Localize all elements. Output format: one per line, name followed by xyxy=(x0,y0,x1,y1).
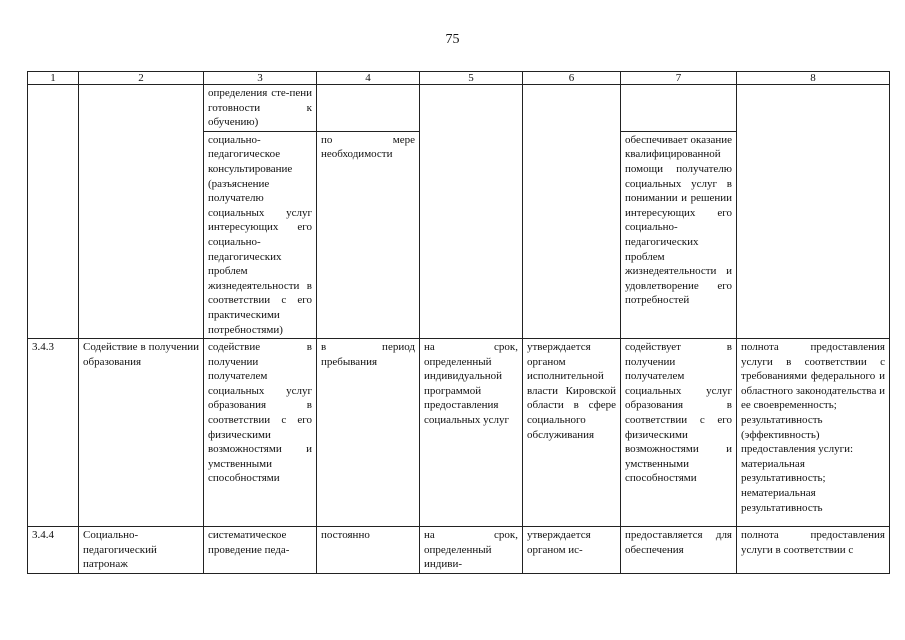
col-header-1: 1 xyxy=(28,72,79,85)
services-table xyxy=(27,71,890,574)
cell-col6: утверждается органом ис- xyxy=(523,527,621,574)
quality-completeness: полнота предоставления услуги в соответствии с требованиями федерального и областного законодательства и ее своевременность; xyxy=(741,341,885,412)
quality-nonmaterial: нематериальная результативность xyxy=(741,487,823,514)
quality-effectiveness: результативность (эффективность) предоставления услуги: xyxy=(741,414,854,456)
quality-material: материальная результативность; xyxy=(741,457,826,485)
cell-col3: содействие в получении получателем социальных услуг образования в соответствии с его физическими возможностями и умственными способностями xyxy=(204,339,317,527)
cell-empty xyxy=(523,85,621,339)
cell-col7: предоставляется для обеспечения xyxy=(621,527,737,574)
table-row xyxy=(28,527,890,574)
col-header-6: 6 xyxy=(523,72,621,85)
cell-col3: социально-педагогическое консультирование (разъяснение получателю социальных услуг интересующих его социально-педагогических проблем жизнедеятельности в соответствии с его практическими потребностями) xyxy=(204,131,317,338)
cell-col4: в период пребывания xyxy=(317,339,420,527)
row-number: 3.4.3 xyxy=(28,339,79,527)
cell-col4: по мере необходимости xyxy=(317,131,420,338)
cell-empty xyxy=(317,85,420,132)
col-header-3: 3 xyxy=(204,72,317,85)
cell-col7: обеспечивает оказание квалифицированной помощи получателю социальных услуг в понимании и решении интересующих его социально-педагогических проблем жизнедеятельности и удовлетворение его потребностей xyxy=(621,131,737,338)
col-header-5: 5 xyxy=(420,72,523,85)
cell-empty xyxy=(737,85,890,339)
col-header-8: 8 xyxy=(737,72,890,85)
cell-empty xyxy=(79,85,204,339)
service-name: Содействие в получении образования xyxy=(79,339,204,527)
cell-empty xyxy=(621,85,737,132)
cell-col6: утверждается органом исполнительной власти Кировской области в сфере социального обслуживания xyxy=(523,339,621,527)
cell-col8 xyxy=(737,339,890,527)
cell-col4: постоянно xyxy=(317,527,420,574)
column-number-row xyxy=(28,72,890,85)
cell-empty xyxy=(420,85,523,339)
col-header-2: 2 xyxy=(79,72,204,85)
cell-col5: на срок, определенный индивидуальной программой предоставления социальных услуг xyxy=(420,339,523,527)
service-name: Социально-педагогический патронаж xyxy=(79,527,204,574)
cell-empty xyxy=(28,85,79,339)
page-number: 75 xyxy=(445,32,460,47)
row-number: 3.4.4 xyxy=(28,527,79,574)
cell-col7: содействует в получении получателем социальных услуг образования в соответствии с его физическими возможностями и умственными способностями xyxy=(621,339,737,527)
cell-col3: систематическое проведение педа- xyxy=(204,527,317,574)
cell-col3: определения сте-пени готовности к обучению) xyxy=(204,85,317,132)
cell-col8: полнота предоставления услуги в соответствии с xyxy=(737,527,890,574)
table-row xyxy=(28,339,890,527)
col-header-7: 7 xyxy=(621,72,737,85)
table-row xyxy=(28,85,890,132)
cell-col5: на срок, определенный индиви- xyxy=(420,527,523,574)
col-header-4: 4 xyxy=(317,72,420,85)
